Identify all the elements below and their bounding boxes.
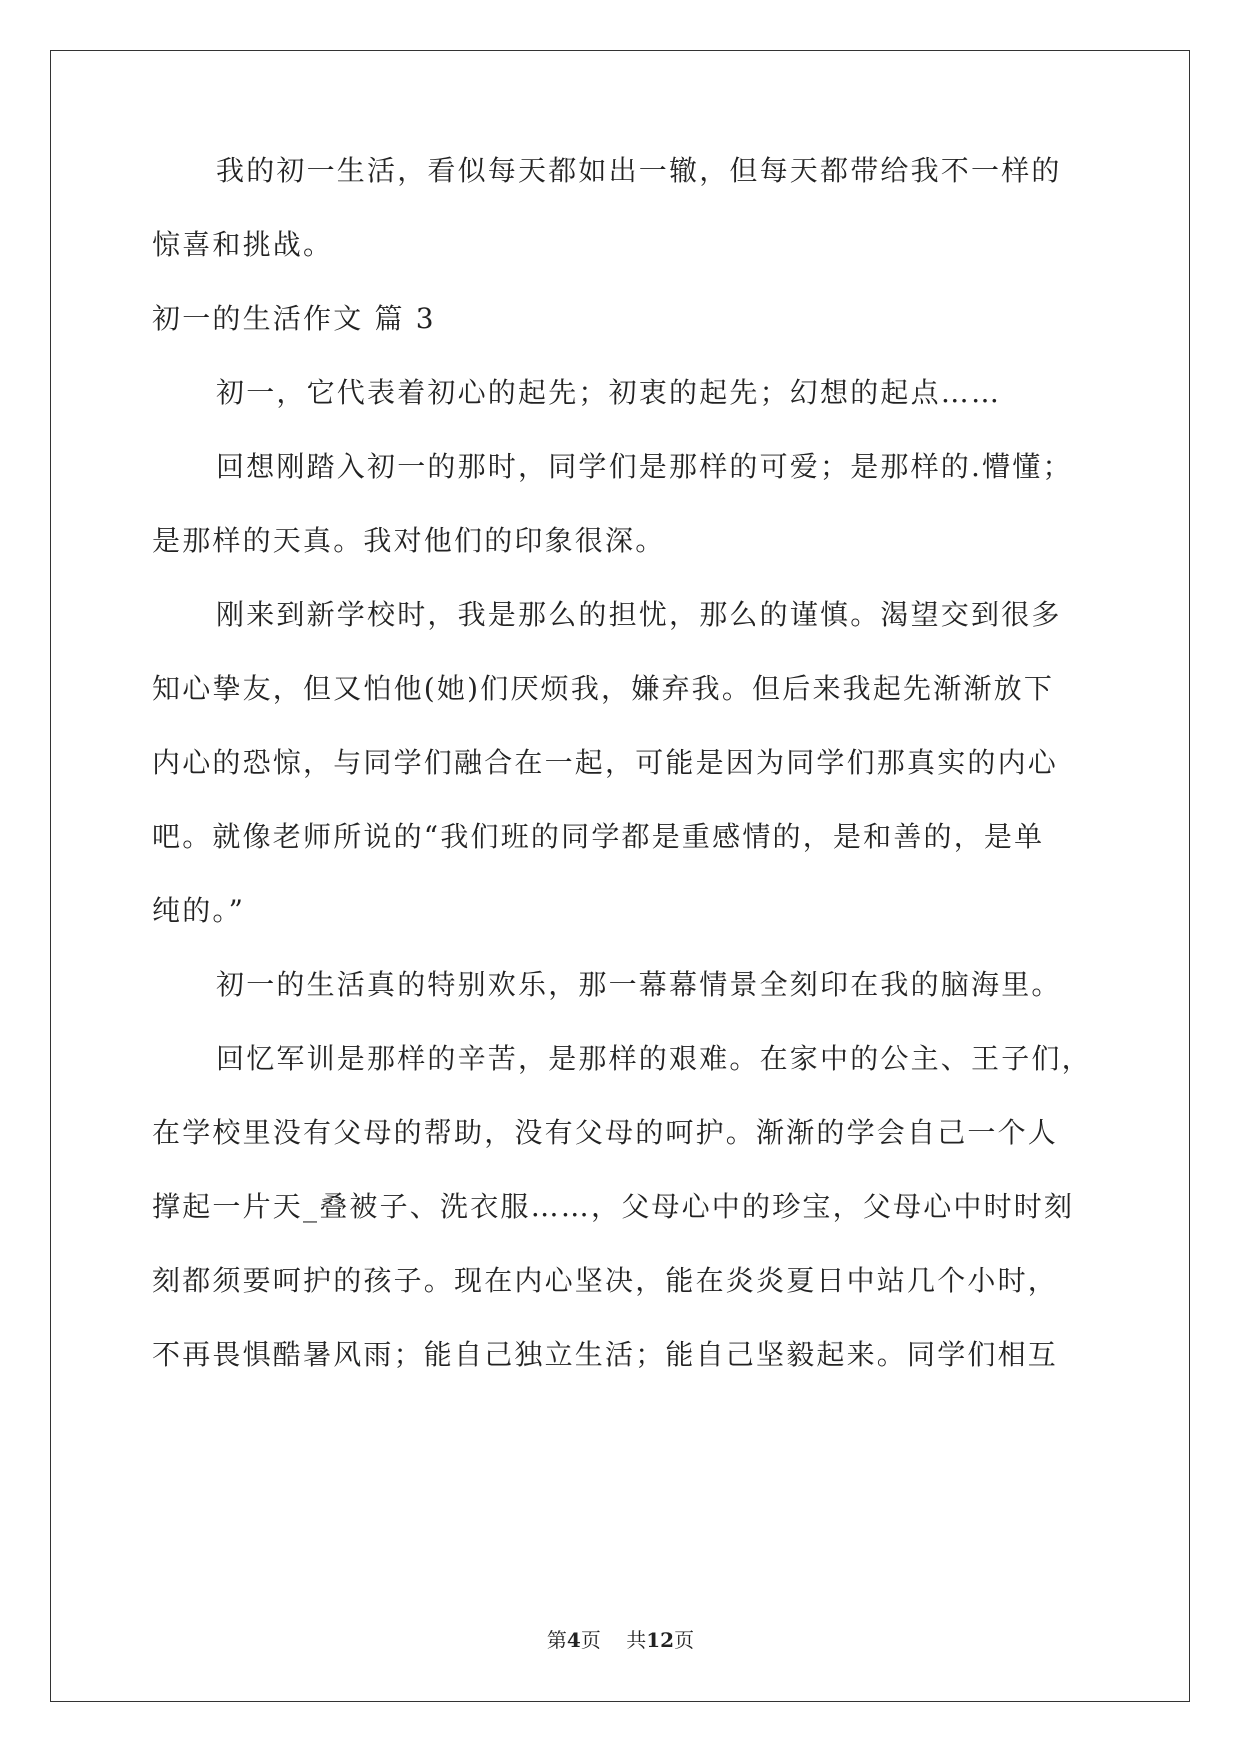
paragraph-line: 初一，它代表着初心的起先；初衷的起先；幻想的起点…… (216, 376, 1002, 409)
paragraph-line: 吧。就像老师所说的“我们班的同学都是重感情的，是和善的，是单 (152, 820, 1045, 853)
paragraph-line: 我的初一生活，看似每天都如出一辙，但每天都带给我不一样的 (216, 154, 1062, 187)
total-pages: 12 (646, 1628, 675, 1652)
paragraph-line: 知心挚友，但又怕他(她)们厌烦我，嫌弃我。但后来我起先渐渐放下 (152, 672, 1055, 705)
paragraph-line: 初一的生活真的特别欢乐，那一幕幕情景全刻印在我的脑海里。 (216, 968, 1062, 1001)
total-prefix: 共 (626, 1628, 647, 1652)
paragraph-line: 回忆军训是那样的辛苦，是那样的艰难。在家中的公主、王子们， (216, 1042, 1092, 1075)
section-heading: 初一的生活作文 篇 3 (152, 302, 436, 335)
paragraph-line: 撑起一片天_叠被子、洗衣服……，父母心中的珍宝，父母心中时时刻 (152, 1190, 1075, 1223)
page-suffix: 页 (580, 1628, 601, 1652)
total-suffix: 页 (674, 1628, 695, 1652)
page-footer (0, 1628, 1241, 1652)
paragraph-line: 内心的恐惊，与同学们融合在一起，可能是因为同学们那真实的内心 (152, 746, 1059, 779)
paragraph-line: 惊喜和挑战。 (152, 228, 334, 261)
paragraph-line: 刚来到新学校时，我是那么的担忧，那么的谨慎。渴望交到很多 (216, 598, 1062, 631)
page-frame (50, 50, 1190, 1702)
paragraph-line: 刻都须要呵护的孩子。现在内心坚决，能在炎炎夏日中站几个小时， (152, 1264, 1059, 1297)
page-number: 4 (566, 1628, 581, 1652)
paragraph-line: 纯的。” (152, 894, 246, 927)
paragraph-line: 是那样的天真。我对他们的印象很深。 (152, 524, 666, 557)
paragraph-line: 回想刚踏入初一的那时，同学们是那样的可爱；是那样的.懵懂； (216, 450, 1073, 483)
paragraph-line: 不再畏惧酷暑风雨；能自己独立生活；能自己坚毅起来。同学们相互 (152, 1338, 1059, 1371)
page-prefix: 第 (546, 1628, 567, 1652)
paragraph-line: 在学校里没有父母的帮助，没有父母的呵护。渐渐的学会自己一个人 (152, 1116, 1059, 1149)
